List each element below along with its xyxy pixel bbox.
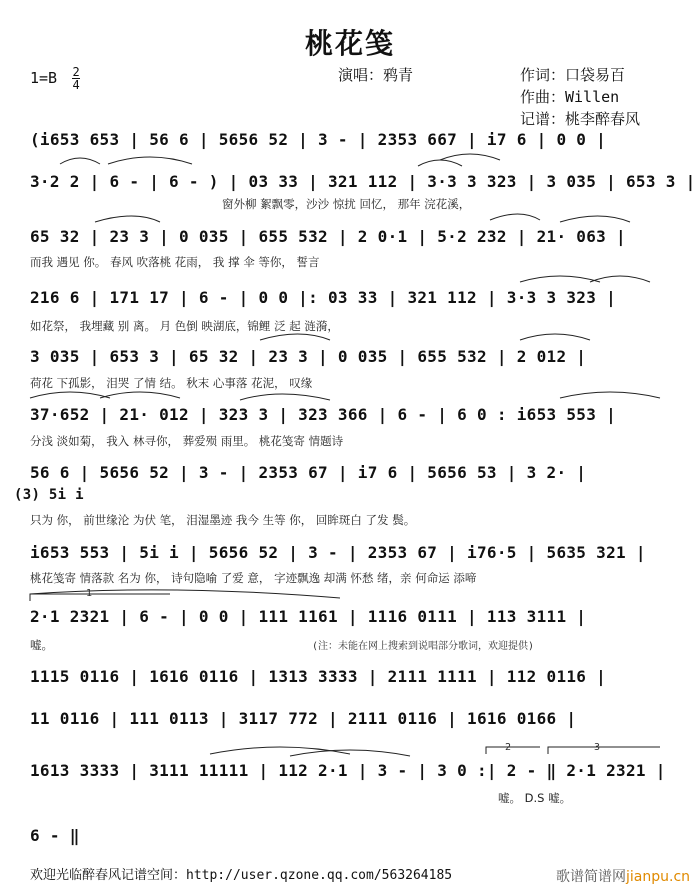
watermark-url: jianpu.cn [626,869,691,885]
lyricist-credit: 作词：口袋易百 [520,66,626,84]
slur-arc [60,158,100,164]
volta-3-prefix: (3) 5i i [14,487,84,503]
score-row-8-notes: i653 553 | 5i i | 5656 52 | 3 - | 2353 67 | i76·5 | 5635 321 | [30,543,646,562]
volta-2-label: 2 [505,742,512,753]
slur-arc [30,392,110,398]
score-row-2-lyrics: 窗外柳 絮飘零，沙沙 惊扰 回忆， 那年 浣花溪， [222,197,471,211]
slur-arc [490,214,540,220]
slur-arc [560,216,630,222]
score-row-7-lyrics: 只为 你， 前世缘沦 为伏 笔， 泪湿墨迹 我今 生等 你， 回眸斑白 了发 鬓。 [30,513,416,527]
volta-3-label: 3 [594,742,601,753]
key-label: 1=B [30,69,58,87]
score-row-1-notes: (i653 653 | 56 6 | 5656 52 | 3 - | 2353 667 | i7 6 | 0 0 | [30,130,607,149]
score-row-9-notes: 2·1 2321 | 6 - | 0 0 | 111 1161 | 1116 0111 | 113 3111 | [30,607,587,626]
score-row-12-notes: 1613 3333 | 3111 11111 | 112 2·1 | 3 - | 3 0 :| 2 - ‖ 2·1 2321 | [30,761,666,780]
score-row-6-notes: 37·652 | 21· 012 | 323 3 | 323 366 | 6 - | 6 0 : i653 553 | [30,405,617,424]
score-row-13-notes: 6 - ‖ [30,826,80,845]
score-row-11-notes: 11 0116 | 111 0113 | 3117 772 | 2111 0116 | 1616 0166 | [30,709,577,728]
score-row-10-notes: 1115 0116 | 1616 0116 | 1313 3333 | 2111 1111 | 112 0116 | [30,667,607,686]
slur-arc [100,392,180,398]
score-row-6-lyrics: 分浅 淡如菊， 我入 林寻你， 葬爱殒 雨里。 桃花笺寄 情题诗 [30,434,344,448]
score-row-4-notes: 216 6 | 171 17 | 6 - | 0 0 |: 03 33 | 321 112 | 3·3 3 323 | [30,288,617,307]
slur-arc [240,394,330,400]
slur-arc [560,392,660,398]
slur-arc [290,750,410,756]
singer-credit: 演唱：鸦青 [338,66,414,84]
score-row-9-lyrics: 嘘。 [30,638,53,652]
score-row-7-notes: 56 6 | 5656 52 | 3 - | 2353 67 | i7 6 | 5656 53 | 3 2· | [30,463,587,482]
transcriber-credit: 记谱：桃李醉春风 [520,110,641,128]
slur-arc [210,747,350,754]
song-title: 桃花笺 [304,27,395,60]
slur-arc [260,334,330,340]
score-row-3-notes: 65 32 | 23 3 | 0 035 | 655 532 | 2 0·1 | 5·2 232 | 21· 063 | [30,227,626,246]
watermark-site: 歌谱简谱网 [556,869,626,885]
slur-arc [418,160,462,166]
volta-brackets [30,594,660,754]
slur-arc [590,276,650,282]
slur-arc [520,276,600,282]
volta-1-label: 1 [86,588,93,599]
slur-arc [520,334,590,340]
time-numerator: 2 [72,65,80,79]
score-row-12-lyrics: 嘘。 D.S 嘘。 [498,791,572,805]
score-row-5-lyrics: 荷花 下孤影， 泪哭 了情 结。 秋末 心事落 花泥， 叹缘 [30,376,313,390]
slur-arc [440,154,500,160]
slur-arc [95,216,160,222]
score-row-8-lyrics: 桃花笺寄 情落款 名为 你， 诗句隐喻 了爱 意， 字迹飘逸 却满 怀愁 绪，亲 何命运 添啼 [30,571,477,585]
score-row-3-lyrics: 而我 遇见 你。 春风 吹落桃 花雨， 我 撑 伞 等你， 誓言 [30,255,320,269]
footer-link[interactable]: 欢迎光临醉春风记谱空间：http://user.qzone.qq.com/563264185 [30,868,453,883]
rap-lyrics-note: (注：未能在网上搜索到说唱部分歌词，欢迎提供) [312,641,535,652]
score-row-2-notes: 3·2 2 | 6 - | 6 - ) | 03 33 | 321 112 | 3·3 3 323 | 3 035 | 653 3 | [30,172,696,191]
time-denominator: 4 [72,78,80,92]
slur-arc [108,157,192,164]
score-row-5-notes: 3 035 | 653 3 | 65 32 | 23 3 | 0 035 | 655 532 | 2 012 | [30,347,587,366]
composer-credit: 作曲：Willen [520,88,620,106]
score-row-4-lyrics: 如花祭， 我埋藏 别 离。 月 色倒 映湖底，锦鲤 泛 起 涟漪， [30,319,339,333]
